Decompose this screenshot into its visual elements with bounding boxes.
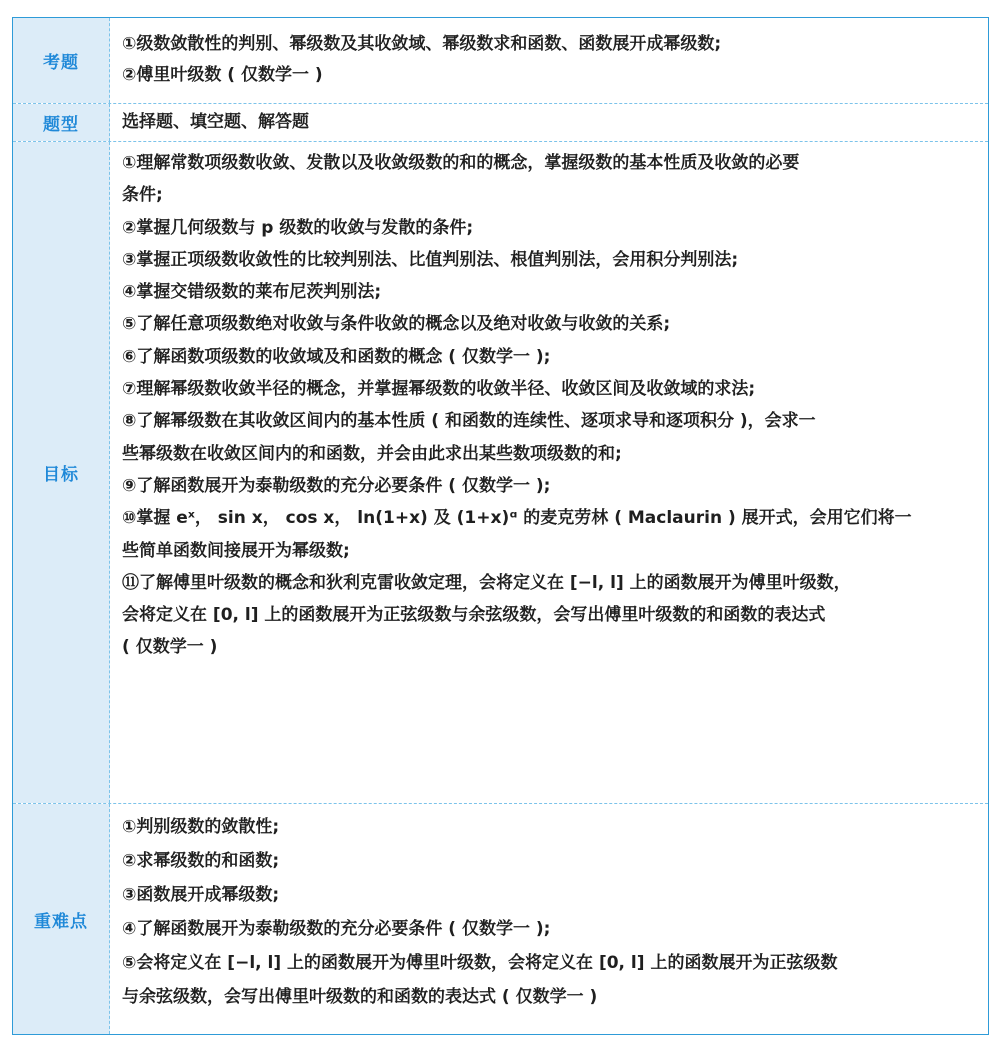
content-line: 些简单函数间接展开为幂级数; — [122, 540, 350, 561]
row-content — [110, 804, 988, 1034]
content-line: 与余弦级数，会写出傅里叶级数的和函数的表达式 ( 仅数学一 ) — [122, 987, 598, 1007]
content-line: ⑥了解函数项级数的收敛域及和函数的概念 ( 仅数学一 ); — [122, 346, 551, 367]
content-line: ③掌握正项级数收敛性的比较判别法、比值判别法、根值判别法，会用积分判别法; — [122, 249, 739, 270]
row-label: 题型 — [13, 104, 110, 141]
row-label: 目标 — [13, 142, 110, 803]
content-line: ②求幂级数的和函数; — [122, 851, 280, 871]
content-line: ①级数敛散性的判别、幂级数及其收敛域、幂级数求和函数、函数展开成幂级数; — [122, 34, 722, 54]
content-line: ( 仅数学一 ) — [122, 637, 218, 658]
row-content — [110, 18, 988, 103]
content-line: ②掌握几何级数与 p 级数的收敛与发散的条件; — [122, 217, 474, 238]
row-label: 重难点 — [13, 804, 110, 1034]
content-line: ④掌握交错级数的莱布尼茨判别法; — [122, 282, 382, 303]
content-line: ⑩掌握 eˣ， sin x， cos x， ln(1+x) 及 (1+x)ᵅ 的麦克劳林 ( Maclaurin ) 展开式，会用它们将一 — [122, 508, 912, 529]
content-line: ⑤了解任意项级数绝对收敛与条件收敛的概念以及绝对收敛与收敛的关系; — [122, 314, 671, 335]
content-line: ③函数展开成幂级数; — [122, 885, 280, 905]
table-row-question-types — [13, 104, 988, 142]
row-content — [110, 104, 988, 141]
content-line: ②傅里叶级数 ( 仅数学一 ) — [122, 65, 323, 85]
content-line: ⑦理解幂级数收敛半径的概念，并掌握幂级数的收敛半径、收敛区间及收敛域的求法; — [122, 379, 756, 400]
content-line: ⑪了解傅里叶级数的概念和狄利克雷收敛定理，会将定义在 [−l, l] 上的函数展开为傅里叶级数， — [122, 572, 851, 593]
syllabus-table — [12, 17, 989, 1035]
content-line: 些幂级数在收敛区间内的和函数，并会由此求出某些数项级数的和; — [122, 443, 622, 464]
content-line: 选择题、填空题、解答题 — [122, 112, 309, 132]
content-line: ①判别级数的敛散性; — [122, 817, 280, 837]
content-line: 条件; — [122, 185, 163, 206]
content-line: 会将定义在 [0, l] 上的函数展开为正弦级数与余弦级数，会写出傅里叶级数的和函数的表达式 — [122, 605, 826, 626]
content-line: ⑨了解函数展开为泰勒级数的充分必要条件 ( 仅数学一 ); — [122, 475, 551, 496]
content-line: ⑧了解幂级数在其收敛区间内的基本性质 ( 和函数的连续性、逐项求导和逐项积分 )，会求一 — [122, 411, 816, 432]
table-row-key-difficulties — [13, 804, 988, 1034]
content-line: ①理解常数项级数收敛、发散以及收敛级数的和的概念，掌握级数的基本性质及收敛的必要 — [122, 153, 800, 173]
row-content — [110, 142, 988, 803]
content-line: ④了解函数展开为泰勒级数的充分必要条件 ( 仅数学一 ); — [122, 919, 551, 939]
content-line: ⑤会将定义在 [−l, l] 上的函数展开为傅里叶级数，会将定义在 [0, l] 上的函数展开为正弦级数 — [122, 953, 838, 973]
row-label: 考题 — [13, 18, 110, 103]
table-row-objectives — [13, 142, 988, 804]
table-row-exam-topics — [13, 18, 988, 104]
